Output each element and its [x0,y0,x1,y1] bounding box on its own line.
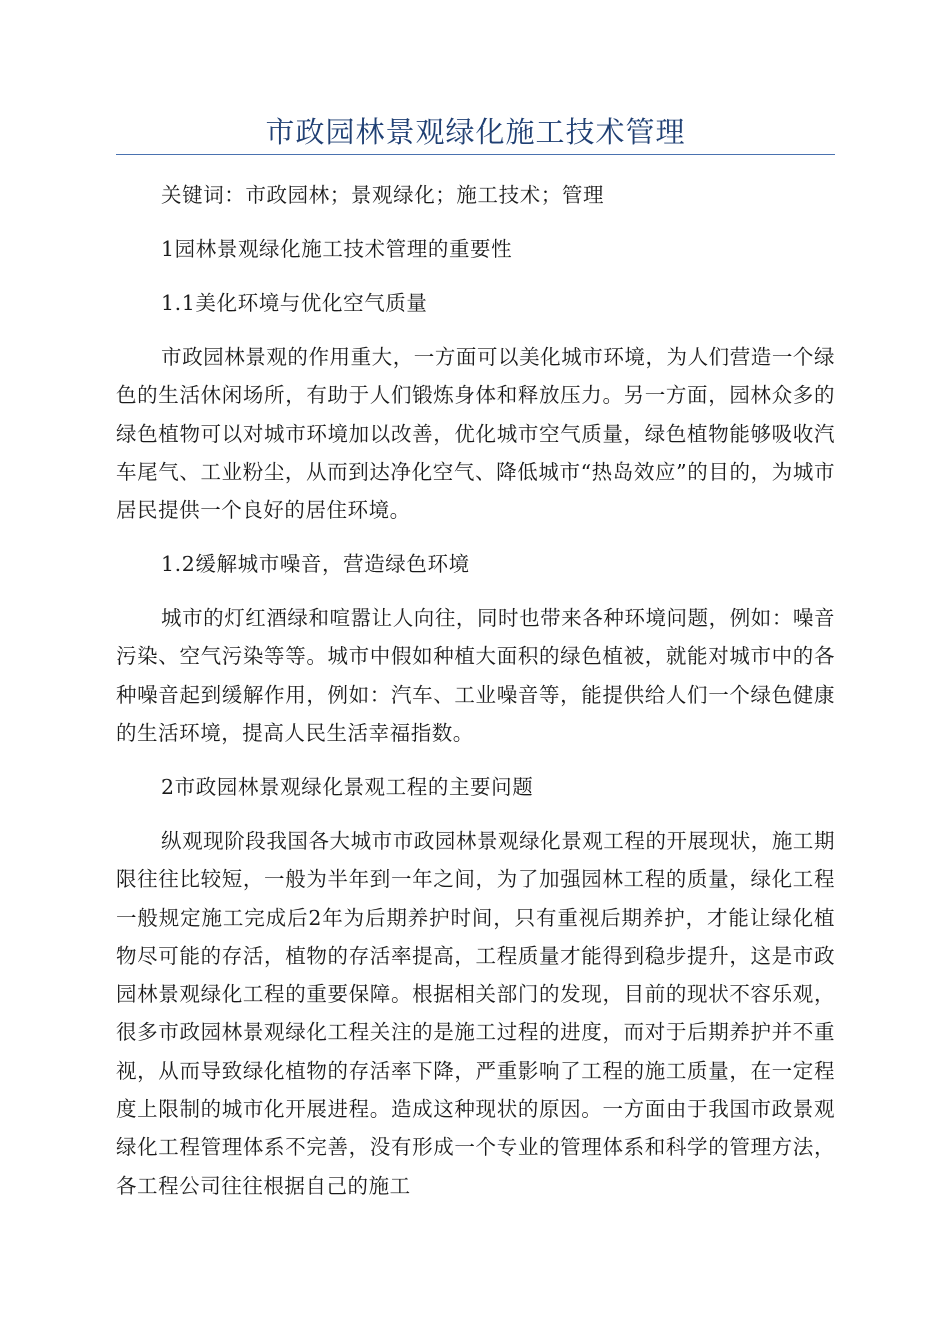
section-1-1-heading: 1.1美化环境与优化空气质量 [161,291,428,315]
section-1-heading: 1园林景观绿化施工技术管理的重要性 [161,237,513,261]
section-2-paragraph: 纵观现阶段我国各大城市市政园林景观绿化景观工程的开展现状，施工期限往往比较短，一般为半年到一年之间，为了加强园林工程的质量，绿化工程一般规定施工完成后2年为后期养护时间，只有重视后期养护，才能让绿化植物尽可能的存活，植物的存活率提高，工程质量才能得到稳步提升，这是市政园林景观绿化工程的重要保障。根据相关部门的发现，目前的现状不容乐观，很多市政园林景观绿化工程关注的是施工过程的进度，而对于后期养护并不重视，从而导致绿化植物的存活率下降，严重影响了工程的施工质量，在一定程度上限制的城市化开展进程。造成这种现状的原因。一方面由于我国市政景观绿化工程管理体系不完善，没有形成一个专业的管理体系和科学的管理方法，各工程公司往往根据自己的施工 [116,829,835,1198]
section-1-1-paragraph: 市政园林景观的作用重大，一方面可以美化城市环境，为人们营造一个绿色的生活休闲场所，有助于人们锻炼身体和释放压力。另一方面，园林众多的绿色植物可以对城市环境加以改善，优化城市空气质量，绿色植物能够吸收汽车尾气、工业粉尘，从而到达净化空气、降低城市“热岛效应”的目的，为城市居民提供一个良好的居住环境。 [116,345,835,523]
document-title: 市政园林景观绿化施工技术管理 [265,115,686,149]
section-1-2-heading: 1.2缓解城市噪音，营造绿色环境 [161,552,470,576]
section-1-2-paragraph: 城市的灯红酒绿和喧嚣让人向往，同时也带来各种环境问题，例如：噪音污染、空气污染等等。城市中假如种植大面积的绿色植被，就能对城市中的各种噪音起到缓解作用，例如：汽车、工业噪音等，能提供给人们一个绿色健康的生活环境，提高人民生活幸福指数。 [116,606,835,745]
section-2-heading: 2市政园林景观绿化景观工程的主要问题 [161,775,534,799]
title-underline [116,154,835,155]
keywords-line: 关键词：市政园林；景观绿化；施工技术；管理 [161,183,605,207]
